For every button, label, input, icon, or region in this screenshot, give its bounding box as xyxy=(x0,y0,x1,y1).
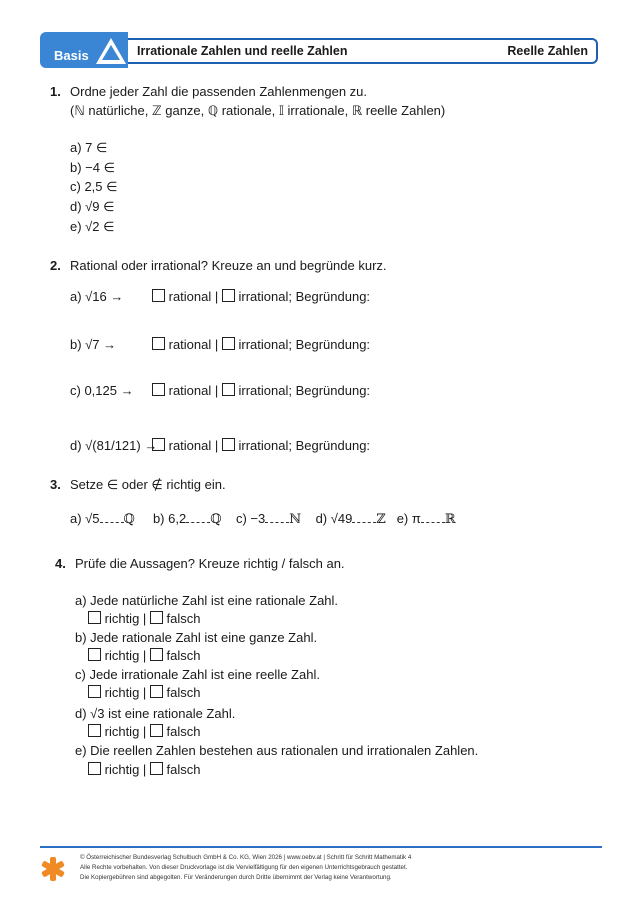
q4-statement-b: b) Jede rationale Zahl ist eine ganze Zahl. xyxy=(75,630,318,645)
true-checkbox[interactable] xyxy=(88,611,101,624)
q1-item-c: c) 2,5 ∈ xyxy=(70,179,118,194)
topic-label: Reelle Zahlen xyxy=(507,44,588,58)
page-title: Irrationale Zahlen und reelle Zahlen xyxy=(137,44,348,58)
rational-checkbox[interactable] xyxy=(152,289,165,302)
true-checkbox[interactable] xyxy=(88,685,101,698)
false-checkbox[interactable] xyxy=(150,762,163,775)
irrational-checkbox[interactable] xyxy=(222,337,235,350)
q1-prompt: Ordne jeder Zahl die passenden Zahlenmengen zu. xyxy=(70,84,368,99)
q4-number: 4. xyxy=(55,556,66,571)
false-checkbox[interactable] xyxy=(150,648,163,661)
irrational-checkbox[interactable] xyxy=(222,438,235,451)
rational-checkbox[interactable] xyxy=(152,337,165,350)
level-triangle-icon xyxy=(94,36,128,66)
q3-item-e: e) π xyxy=(396,511,421,526)
q4-options-b: richtig | falsch xyxy=(88,648,201,663)
q1-item-d: d) √9 ∈ xyxy=(70,199,115,214)
q2-number: 2. xyxy=(50,258,61,273)
true-checkbox[interactable] xyxy=(88,648,101,661)
answer-blank[interactable] xyxy=(186,512,210,523)
q2-prompt: Rational oder irrational? Kreuze an und begründe kurz. xyxy=(70,258,387,273)
q2-item-c-options: rational | irrational; Begründung: xyxy=(152,383,370,398)
q1-item-e: e) √2 ∈ xyxy=(70,219,115,234)
footer-fees: Die Kopiergebühren sind abgegolten. Für Veränderungen durch Dritte übernimmt der Verlag keine Verantwortung. xyxy=(80,874,392,881)
false-checkbox[interactable] xyxy=(150,685,163,698)
q3-item-a: a) √5 xyxy=(70,511,100,526)
q2-item-a-options: rational | irrational; Begründung: xyxy=(152,289,370,304)
q3-prompt: Setze ∈ oder ∉ richtig ein. xyxy=(70,477,226,492)
answer-blank[interactable] xyxy=(100,512,124,523)
true-checkbox[interactable] xyxy=(88,724,101,737)
publisher-logo-icon xyxy=(40,856,66,882)
q2-item-b-options: rational | irrational; Begründung: xyxy=(152,337,370,352)
irrational-checkbox[interactable] xyxy=(222,289,235,302)
q4-statement-c: c) Jede irrationale Zahl ist eine reelle Zahl. xyxy=(75,667,320,682)
q3-item-c: c) −3 xyxy=(235,511,266,526)
q1-item-b: b) −4 ∈ xyxy=(70,160,115,175)
q4-options-a: richtig | falsch xyxy=(88,611,201,626)
answer-blank[interactable] xyxy=(421,512,445,523)
rational-checkbox[interactable] xyxy=(152,383,165,396)
q1-number: 1. xyxy=(50,84,61,99)
q2-item-b-label: b) √7 → xyxy=(70,337,117,352)
q3-items: a) √5 ℚ b) 6,2 ℚ c) −3 ℕ d) √49 ℤ e) π ℝ xyxy=(70,511,456,527)
footer-divider xyxy=(40,846,602,848)
irrational-checkbox[interactable] xyxy=(222,383,235,396)
q3-number: 3. xyxy=(50,477,61,492)
q4-options-c: richtig | falsch xyxy=(88,685,201,700)
true-checkbox[interactable] xyxy=(88,762,101,775)
q4-statement-a: a) Jede natürliche Zahl ist eine rationale Zahl. xyxy=(75,593,339,608)
false-checkbox[interactable] xyxy=(150,611,163,624)
q2-item-d-label: d) √(81/121) → xyxy=(70,438,158,453)
q1-hint: (ℕ natürliche, ℤ ganze, ℚ rationale, 𝕀 irrationale, ℝ reelle Zahlen) xyxy=(70,103,446,118)
q4-statement-d: d) √3 ist eine rationale Zahl. xyxy=(75,706,236,721)
rational-checkbox[interactable] xyxy=(152,438,165,451)
q4-options-d: richtig | falsch xyxy=(88,724,201,739)
level-label: Basis xyxy=(54,48,89,63)
q3-item-b: b) 6,2 xyxy=(152,511,187,526)
footer-rights: Alle Rechte vorbehalten. Von dieser Druckvorlage ist die Vervielfältigung für den eigenen Unterrichtsgebrauch gestattet. xyxy=(80,864,408,871)
q4-prompt: Prüfe die Aussagen? Kreuze richtig / falsch an. xyxy=(75,556,345,571)
answer-blank[interactable] xyxy=(265,512,289,523)
q1-item-a: a) 7 ∈ xyxy=(70,140,108,155)
q3-item-d: d) √49 xyxy=(315,511,353,526)
false-checkbox[interactable] xyxy=(150,724,163,737)
q2-item-c-label: c) 0,125 → xyxy=(70,383,134,398)
q4-options-e: richtig | falsch xyxy=(88,762,201,777)
answer-blank[interactable] xyxy=(352,512,376,523)
q2-item-a-label: a) √16 → xyxy=(70,289,124,304)
footer-copyright: © Österreichischer Bundesverlag Schulbuch GmbH & Co. KG, Wien 2026 | www.oebv.at | Schritt für Schritt Mathematik 4 xyxy=(80,854,412,861)
q4-statement-e: e) Die reellen Zahlen bestehen aus rationalen und irrationalen Zahlen. xyxy=(75,743,479,758)
q2-item-d-options: rational | irrational; Begründung: xyxy=(152,438,370,453)
